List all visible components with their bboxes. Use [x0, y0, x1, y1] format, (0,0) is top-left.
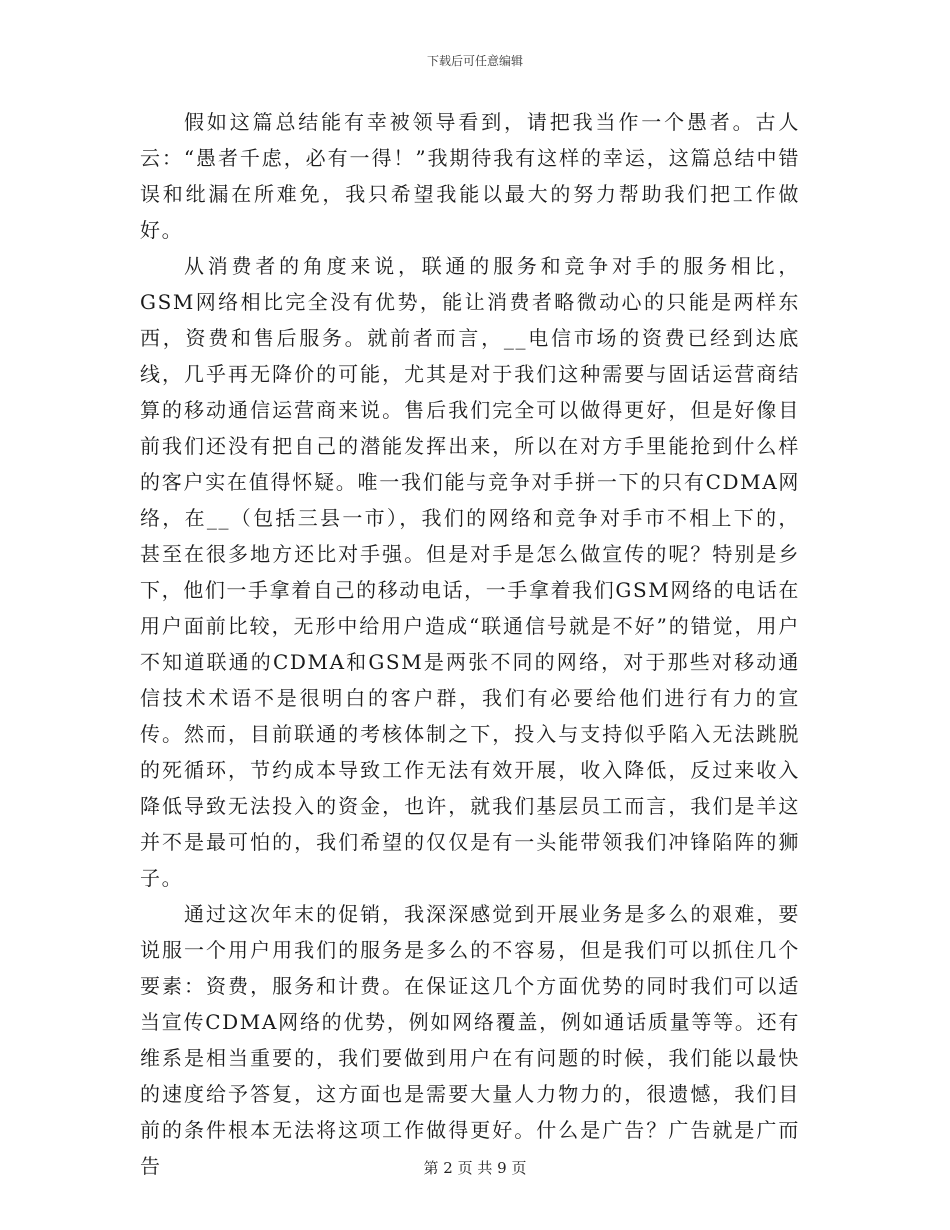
paragraph-consumer-perspective: 从消费者的角度来说，联通的服务和竞争对手的服务相比，GSM网络相比完全没有优势，能让消费者略微动心的只能是两样东西，资费和售后服务。就前者而言，__电信市场的资费已经到达底线，几乎再无降价的可能，尤其是对于我们这种需要与固话运营商结算的移动通信运营商来说。售后我们完全可以做得更好，但是好像目前我们还没有把自己的潜能发挥出来，所以在对方手里能抢到什么样的客户实在值得怀疑。唯一我们能与竞争对手拼一下的只有CDMA网络，在__（包括三县一市），我们的网络和竞争对手市不相上下的，甚至在很多地方还比对手强。但是对手是怎么做宣传的呢？特别是乡下，他们一手拿着自己的移动电话，一手拿着我们GSM网络的电话在用户面前比较，无形中给用户造成“联通信号就是不好”的错觉，用户不知道联通的CDMA和GSM是两张不同的网络，对于那些对移动通信技术术语不是很明白的客户群，我们有必要给他们进行有力的宣传。然而，目前联通的考核体制之下，投入与支持似乎陷入无法跳脱的死循环，节约成本导致工作无法有效开展，收入降低，反过来收入降低导致无法投入的资金，也许，就我们基层员工而言，我们是羊这并不是最可怕的，我们希望的仅仅是有一头能带领我们冲锋陷阵的狮子。	[140, 254, 800, 890]
paragraph-year-end-promotion: 通过这次年末的促销，我深深感觉到开展业务是多么的艰难，要说服一个用户用我们的服务是多么的不容易，但是我们可以抓住几个要素：资费，服务和计费。在保证这几个方面优势的同时我们可以适当宣传CDMA网络的优势，例如网络覆盖，例如通话质量等等。还有维系是相当重要的，我们要做到用户在有问题的时候，我们能以最快的速度给予答复，这方面也是需要大量人力物力的，很遗憾，我们目前的条件根本无法将这项工作做得更好。什么是广告？广告就是广而告	[140, 902, 800, 1178]
page-header: 下载后可任意编辑	[426, 54, 523, 68]
page-number: 第 2 页 共 9 页	[423, 1159, 527, 1177]
paragraph-fool-summary: 假如这篇总结能有幸被领导看到，请把我当作一个愚者。古人云：“愚者千虑，必有一得！”我期待我有这样的幸运，这篇总结中错误和纰漏在所难免，我只希望我能以最大的努力帮助我们把工作做好。	[140, 110, 800, 242]
document-body	[140, 104, 800, 1184]
